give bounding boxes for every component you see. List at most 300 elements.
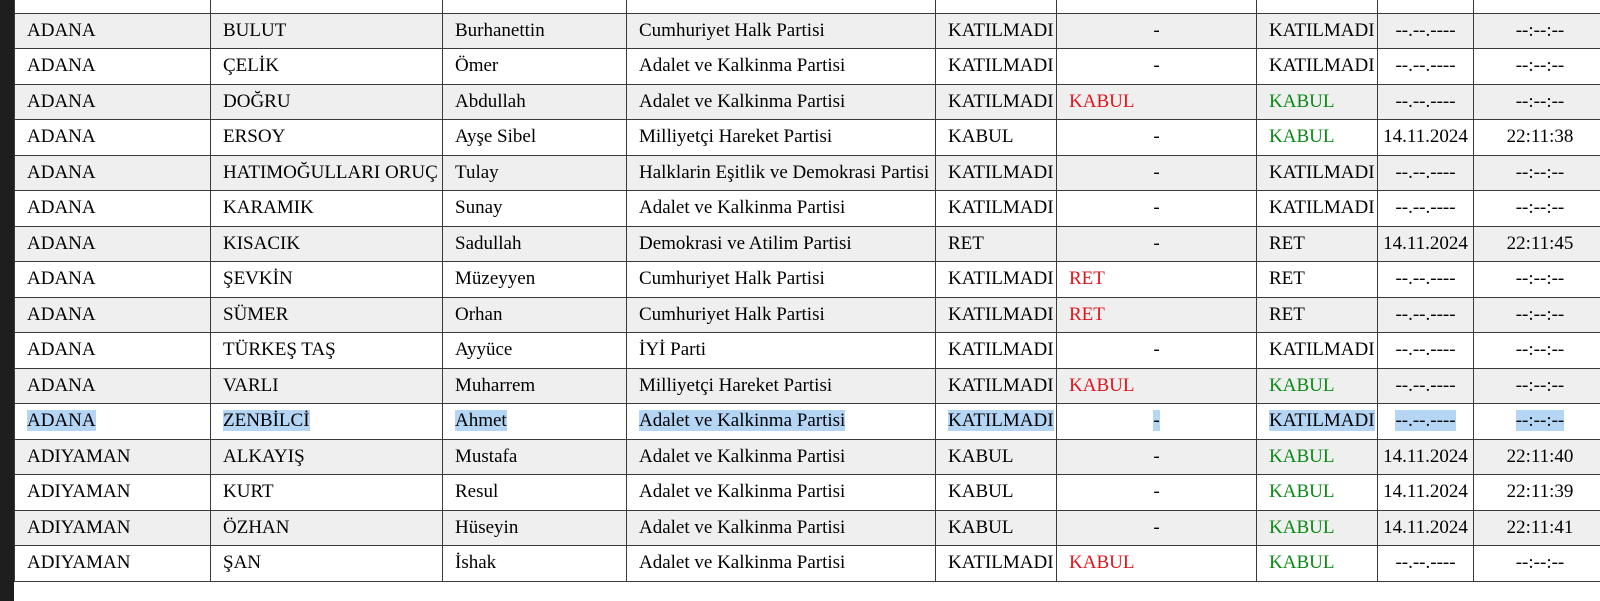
cell-value-name: Ömer	[455, 55, 499, 77]
cell-value-date: --.--.----	[1395, 268, 1456, 290]
cell-value-city: ADANA	[27, 90, 96, 112]
page-frame	[14, 0, 1600, 601]
cell-vote-change	[1057, 84, 1257, 120]
cell-vote	[936, 439, 1057, 475]
cell-time	[1474, 191, 1600, 227]
cell-vote-change	[1057, 13, 1257, 49]
cell-value-vote1: KATILMADI	[948, 197, 1054, 219]
cell-name	[443, 404, 627, 440]
cell-city	[15, 475, 211, 511]
cell-value-city: ADANA	[27, 126, 96, 148]
cell-value-party: Adalet ve Kalkinma Partisi	[639, 552, 846, 574]
cell-vote-change	[1057, 510, 1257, 546]
table-row-partial	[15, 0, 1600, 13]
cell-date	[1378, 333, 1474, 369]
cell-date	[1378, 546, 1474, 582]
cell-vote-change	[1057, 333, 1257, 369]
cell-value-vote1: KATILMADI	[948, 161, 1054, 183]
cell-result	[1257, 439, 1378, 475]
cell-name	[443, 191, 627, 227]
cell-value-surname: KURT	[223, 481, 274, 503]
cell-value-surname: ERSOY	[223, 126, 286, 148]
cell-party	[627, 191, 936, 227]
cell-value-time: 22:11:41	[1506, 516, 1574, 538]
cell-date	[1378, 262, 1474, 298]
cell-value-vote1: KATILMADI	[948, 55, 1054, 77]
cell-city	[15, 226, 211, 262]
cell-value-vote1: KATILMADI	[948, 339, 1054, 361]
vote-table-body	[15, 0, 1600, 581]
cell-party	[627, 297, 936, 333]
cell-value-time: --:--:--	[1515, 55, 1565, 77]
cell-time	[1474, 13, 1600, 49]
cell-value-result: KABUL	[1269, 445, 1335, 467]
cell-value-vote2: KABUL	[1069, 374, 1135, 396]
cell-vote	[936, 262, 1057, 298]
cell-surname	[211, 13, 443, 49]
cell-value-vote2: -	[1153, 410, 1160, 432]
cell-value-time: --:--:--	[1515, 19, 1565, 41]
cell-city	[15, 404, 211, 440]
cell-vote-change	[1057, 546, 1257, 582]
cell-value-surname: BULUT	[223, 19, 287, 41]
cell-value-name: İshak	[455, 552, 497, 574]
cell-vote	[936, 13, 1057, 49]
cell-name	[443, 120, 627, 156]
cell-party	[627, 546, 936, 582]
cell-value-vote1: KATILMADI	[948, 303, 1054, 325]
cell-name	[443, 510, 627, 546]
cell-value-name: Resul	[455, 481, 499, 503]
cell-result	[1257, 120, 1378, 156]
cell-value-vote2: -	[1153, 339, 1160, 361]
cell-value-vote2: -	[1153, 445, 1160, 467]
table-row[interactable]	[15, 333, 1600, 369]
cell-value-party: Adalet ve Kalkinma Partisi	[639, 445, 846, 467]
cell-value-name: Müzeyyen	[455, 268, 536, 290]
cell-value-time: 22:11:45	[1506, 232, 1574, 254]
cell-city	[15, 546, 211, 582]
cell-value-date: 14.11.2024	[1383, 445, 1468, 467]
cell-time	[1474, 368, 1600, 404]
cell-value-result: KATILMADI	[1269, 161, 1375, 183]
cell-value-surname: ZENBİLCİ	[223, 410, 310, 432]
cell-city	[15, 13, 211, 49]
cell-name	[443, 226, 627, 262]
cell-city	[15, 155, 211, 191]
cell-value-surname: ÇELİK	[223, 55, 279, 77]
cell-value-party: Adalet ve Kalkinma Partisi	[639, 410, 846, 432]
cell-vote	[936, 226, 1057, 262]
cell-vote	[936, 546, 1057, 582]
cell-value-result: KABUL	[1269, 516, 1335, 538]
cell-surname	[211, 333, 443, 369]
cell-name	[443, 49, 627, 85]
cell-value-time: --:--:--	[1515, 374, 1565, 396]
cell-time	[1474, 84, 1600, 120]
cell-value-result: RET	[1269, 268, 1305, 290]
cell-time	[1474, 546, 1600, 582]
cell-value-result: KATILMADI	[1269, 339, 1375, 361]
cell-surname	[211, 475, 443, 511]
cell-value-city: ADIYAMAN	[27, 516, 131, 538]
cell-result	[1257, 262, 1378, 298]
cell-result	[1257, 404, 1378, 440]
cell-name	[443, 368, 627, 404]
table-row[interactable]	[15, 13, 1600, 49]
cell-date	[1378, 404, 1474, 440]
cell-value-time: --:--:--	[1515, 339, 1565, 361]
cell-value-date: --.--.----	[1395, 19, 1456, 41]
cell-value-vote2: KABUL	[1069, 90, 1135, 112]
cell-value-vote2: -	[1153, 232, 1160, 254]
cell-value-vote2: -	[1153, 55, 1160, 77]
cell-time	[1474, 297, 1600, 333]
table-row[interactable]	[15, 155, 1600, 191]
cell-name	[443, 84, 627, 120]
cell-vote-change	[1057, 404, 1257, 440]
cell-time	[1474, 510, 1600, 546]
cell-value-name: Tulay	[455, 161, 499, 183]
cell-party	[627, 120, 936, 156]
cell-value-result: KATILMADI	[1269, 55, 1375, 77]
cell-value-city: ADANA	[27, 268, 96, 290]
cell-value-vote1: KABUL	[948, 481, 1014, 503]
cell-city	[15, 262, 211, 298]
cell-name	[443, 262, 627, 298]
cell-value-surname: ŞEVKİN	[223, 268, 293, 290]
cell-name	[443, 475, 627, 511]
cell-vote	[936, 475, 1057, 511]
cell-value-vote1: KATILMADI	[948, 19, 1054, 41]
table-row[interactable]	[15, 297, 1600, 333]
cell-time	[1474, 475, 1600, 511]
cell-value-date: --.--.----	[1395, 161, 1456, 183]
cell-value-surname: SÜMER	[223, 303, 289, 325]
cell-value-name: Ayşe Sibel	[455, 126, 537, 148]
cell-value-party: Milliyetçi Hareket Partisi	[639, 374, 833, 396]
cell-surname	[211, 120, 443, 156]
cell-date	[1378, 191, 1474, 227]
cell-value-city: ADIYAMAN	[27, 445, 131, 467]
cell-vote-change	[1057, 439, 1257, 475]
cell-party	[627, 333, 936, 369]
cell-value-city: ADANA	[27, 410, 96, 432]
cell-surname	[211, 226, 443, 262]
cell-date	[1378, 13, 1474, 49]
cell-name	[443, 155, 627, 191]
cell-value-vote2: -	[1153, 19, 1160, 41]
cell-value-vote1: RET	[948, 232, 984, 254]
cell-surname	[211, 297, 443, 333]
cell-party	[627, 84, 936, 120]
cell-value-surname: KISACIK	[223, 232, 301, 254]
cell-date	[1378, 510, 1474, 546]
cell-time	[1474, 262, 1600, 298]
cell-value-party: Adalet ve Kalkinma Partisi	[639, 481, 846, 503]
cell-value-city: ADANA	[27, 232, 96, 254]
cell-result	[1257, 84, 1378, 120]
cell-time	[1474, 120, 1600, 156]
cell-vote	[936, 368, 1057, 404]
cell-value-party: İYİ Parti	[639, 339, 707, 361]
cell-value-city: ADIYAMAN	[27, 481, 131, 503]
cell-value-date: --.--.----	[1395, 197, 1456, 219]
table-row[interactable]	[15, 404, 1600, 440]
table-row[interactable]	[15, 84, 1600, 120]
cell-party	[627, 226, 936, 262]
cell-surname	[211, 404, 443, 440]
cell-result	[1257, 368, 1378, 404]
cell-city	[15, 439, 211, 475]
cell-value-date: --.--.----	[1395, 303, 1456, 325]
cell-surname	[211, 510, 443, 546]
cell-party	[627, 49, 936, 85]
cell-value-city: ADANA	[27, 303, 96, 325]
cell-vote-change	[1057, 49, 1257, 85]
cell-value-vote1: KATILMADI	[948, 552, 1054, 574]
cell-party	[627, 262, 936, 298]
cell-city	[15, 191, 211, 227]
cell-value-time: 22:11:40	[1506, 445, 1574, 467]
table-row[interactable]	[15, 49, 1600, 85]
cell-value-vote1: KABUL	[948, 445, 1014, 467]
cell-time	[1474, 226, 1600, 262]
cell-result	[1257, 546, 1378, 582]
cell-value-name: Ahmet	[455, 410, 507, 432]
cell-value-surname: KARAMIK	[223, 197, 314, 219]
cell-value-time: --:--:--	[1515, 90, 1565, 112]
cell-value-time: --:--:--	[1515, 268, 1565, 290]
vote-table	[14, 0, 1600, 582]
cell-value-party: Adalet ve Kalkinma Partisi	[639, 197, 846, 219]
cell-name	[443, 439, 627, 475]
cell-value-date: --.--.----	[1395, 90, 1456, 112]
cell-date	[1378, 439, 1474, 475]
cell-result	[1257, 155, 1378, 191]
cell-value-name: Burhanettin	[455, 19, 545, 41]
cell-surname	[211, 546, 443, 582]
cell-value-party: Adalet ve Kalkinma Partisi	[639, 516, 846, 538]
cell-surname	[211, 368, 443, 404]
cell-value-name: Orhan	[455, 303, 503, 325]
cell-party	[627, 510, 936, 546]
cell-value-party: Cumhuriyet Halk Partisi	[639, 303, 825, 325]
cell-value-time: 22:11:39	[1506, 481, 1574, 503]
cell-value-date: --.--.----	[1395, 339, 1456, 361]
table-row[interactable]	[15, 368, 1600, 404]
cell-vote	[936, 510, 1057, 546]
cell-vote-change	[1057, 297, 1257, 333]
table-row[interactable]	[15, 262, 1600, 298]
cell-time	[1474, 333, 1600, 369]
cell-value-time: --:--:--	[1515, 552, 1565, 574]
cell-city	[15, 510, 211, 546]
cell-value-vote1: KATILMADI	[948, 90, 1054, 112]
cell-value-name: Mustafa	[455, 445, 518, 467]
cell-value-time: --:--:--	[1515, 303, 1565, 325]
cell-value-surname: DOĞRU	[223, 90, 291, 112]
cell-city	[15, 297, 211, 333]
cell-name	[443, 297, 627, 333]
cell-vote	[936, 297, 1057, 333]
table-row[interactable]	[15, 226, 1600, 262]
cell-date	[1378, 297, 1474, 333]
cell-value-surname: ŞAN	[223, 552, 262, 574]
cell-surname	[211, 439, 443, 475]
cell-value-time: --:--:--	[1515, 197, 1565, 219]
cell-value-time: 22:11:38	[1506, 126, 1574, 148]
cell-value-result: KABUL	[1269, 90, 1335, 112]
cell-vote	[936, 333, 1057, 369]
cell-vote	[936, 191, 1057, 227]
cell-value-surname: HATIMOĞULLARI ORUÇ	[223, 161, 438, 183]
cell-value-city: ADANA	[27, 19, 96, 41]
cell-surname	[211, 155, 443, 191]
cell-result	[1257, 49, 1378, 85]
cell-vote	[936, 155, 1057, 191]
cell-value-surname: ALKAYIŞ	[223, 445, 305, 467]
cell-value-city: ADANA	[27, 161, 96, 183]
cell-value-city: ADANA	[27, 197, 96, 219]
cell-value-result: RET	[1269, 303, 1305, 325]
cell-name	[443, 333, 627, 369]
cell-surname	[211, 84, 443, 120]
cell-value-vote1: KATILMADI	[948, 410, 1054, 432]
cell-value-name: Ayyüce	[455, 339, 513, 361]
cell-result	[1257, 191, 1378, 227]
cell-value-result: KATILMADI	[1269, 410, 1375, 432]
cell-vote-change	[1057, 226, 1257, 262]
cell-party	[627, 439, 936, 475]
cell-city	[15, 49, 211, 85]
table-row[interactable]	[15, 510, 1600, 546]
cell-party	[627, 368, 936, 404]
cell-value-date: 14.11.2024	[1383, 232, 1468, 254]
cell-vote-change	[1057, 191, 1257, 227]
cell-value-date: --.--.----	[1395, 55, 1456, 77]
cell-vote	[936, 49, 1057, 85]
cell-party	[627, 13, 936, 49]
cell-value-result: KATILMADI	[1269, 197, 1375, 219]
cell-time	[1474, 404, 1600, 440]
cell-value-vote1: KABUL	[948, 516, 1014, 538]
cell-vote	[936, 84, 1057, 120]
cell-value-vote2: -	[1153, 161, 1160, 183]
cell-value-name: Sadullah	[455, 232, 522, 254]
cell-time	[1474, 49, 1600, 85]
cell-value-party: Cumhuriyet Halk Partisi	[639, 19, 825, 41]
cell-value-surname: VARLI	[223, 374, 279, 396]
cell-result	[1257, 510, 1378, 546]
cell-value-result: KABUL	[1269, 552, 1335, 574]
cell-vote-change	[1057, 475, 1257, 511]
cell-value-result: KATILMADI	[1269, 19, 1375, 41]
cell-vote-change	[1057, 155, 1257, 191]
cell-result	[1257, 297, 1378, 333]
cell-value-name: Hüseyin	[455, 516, 519, 538]
cell-value-party: Cumhuriyet Halk Partisi	[639, 268, 825, 290]
cell-value-date: --.--.----	[1395, 374, 1456, 396]
cell-value-party: Adalet ve Kalkinma Partisi	[639, 55, 846, 77]
table-row[interactable]	[15, 439, 1600, 475]
cell-date	[1378, 226, 1474, 262]
cell-result	[1257, 333, 1378, 369]
cell-value-vote2: -	[1153, 197, 1160, 219]
cell-value-vote2: -	[1153, 481, 1160, 503]
cell-value-name: Abdullah	[455, 90, 526, 112]
cell-value-party: Adalet ve Kalkinma Partisi	[639, 90, 846, 112]
table-row[interactable]	[15, 120, 1600, 156]
cell-date	[1378, 120, 1474, 156]
cell-city	[15, 368, 211, 404]
cell-vote-change	[1057, 120, 1257, 156]
cell-value-date: --.--.----	[1395, 410, 1456, 432]
cell-party	[627, 404, 936, 440]
cell-date	[1378, 49, 1474, 85]
table-row[interactable]	[15, 475, 1600, 511]
cell-value-date: 14.11.2024	[1383, 516, 1468, 538]
cell-value-result: RET	[1269, 232, 1305, 254]
cell-value-time: --:--:--	[1515, 161, 1565, 183]
table-row[interactable]	[15, 191, 1600, 227]
cell-time	[1474, 155, 1600, 191]
cell-value-party: Halklarin Eşitlik ve Demokrasi Partisi	[639, 161, 930, 183]
cell-value-vote1: KABUL	[948, 126, 1014, 148]
cell-value-city: ADIYAMAN	[27, 552, 131, 574]
table-row[interactable]	[15, 546, 1600, 582]
cell-surname	[211, 191, 443, 227]
cell-city	[15, 84, 211, 120]
cell-value-vote2: RET	[1069, 268, 1105, 290]
cell-date	[1378, 368, 1474, 404]
cell-vote-change	[1057, 262, 1257, 298]
cell-city	[15, 120, 211, 156]
cell-vote	[936, 120, 1057, 156]
cell-value-vote1: KATILMADI	[948, 268, 1054, 290]
cell-value-city: ADANA	[27, 374, 96, 396]
cell-vote-change	[1057, 368, 1257, 404]
cell-result	[1257, 475, 1378, 511]
cell-name	[443, 546, 627, 582]
cell-value-result: KABUL	[1269, 374, 1335, 396]
cell-result	[1257, 13, 1378, 49]
cell-date	[1378, 155, 1474, 191]
cell-vote	[936, 404, 1057, 440]
cell-value-date: 14.11.2024	[1383, 126, 1468, 148]
cell-value-result: KABUL	[1269, 481, 1335, 503]
cell-city	[15, 333, 211, 369]
cell-value-city: ADANA	[27, 55, 96, 77]
cell-time	[1474, 439, 1600, 475]
cell-surname	[211, 49, 443, 85]
cell-value-time: --:--:--	[1515, 410, 1565, 432]
cell-value-vote2: -	[1153, 516, 1160, 538]
cell-name	[443, 13, 627, 49]
cell-value-surname: TÜRKEŞ TAŞ	[223, 339, 336, 361]
cell-date	[1378, 475, 1474, 511]
cell-value-party: Milliyetçi Hareket Partisi	[639, 126, 833, 148]
cell-value-party: Demokrasi ve Atilim Partisi	[639, 232, 852, 254]
cell-value-city: ADANA	[27, 339, 96, 361]
cell-value-vote2: KABUL	[1069, 552, 1135, 574]
cell-value-result: KABUL	[1269, 126, 1335, 148]
cell-result	[1257, 226, 1378, 262]
cell-value-vote2: RET	[1069, 303, 1105, 325]
cell-date	[1378, 84, 1474, 120]
cell-party	[627, 155, 936, 191]
cell-value-name: Muharrem	[455, 374, 536, 396]
